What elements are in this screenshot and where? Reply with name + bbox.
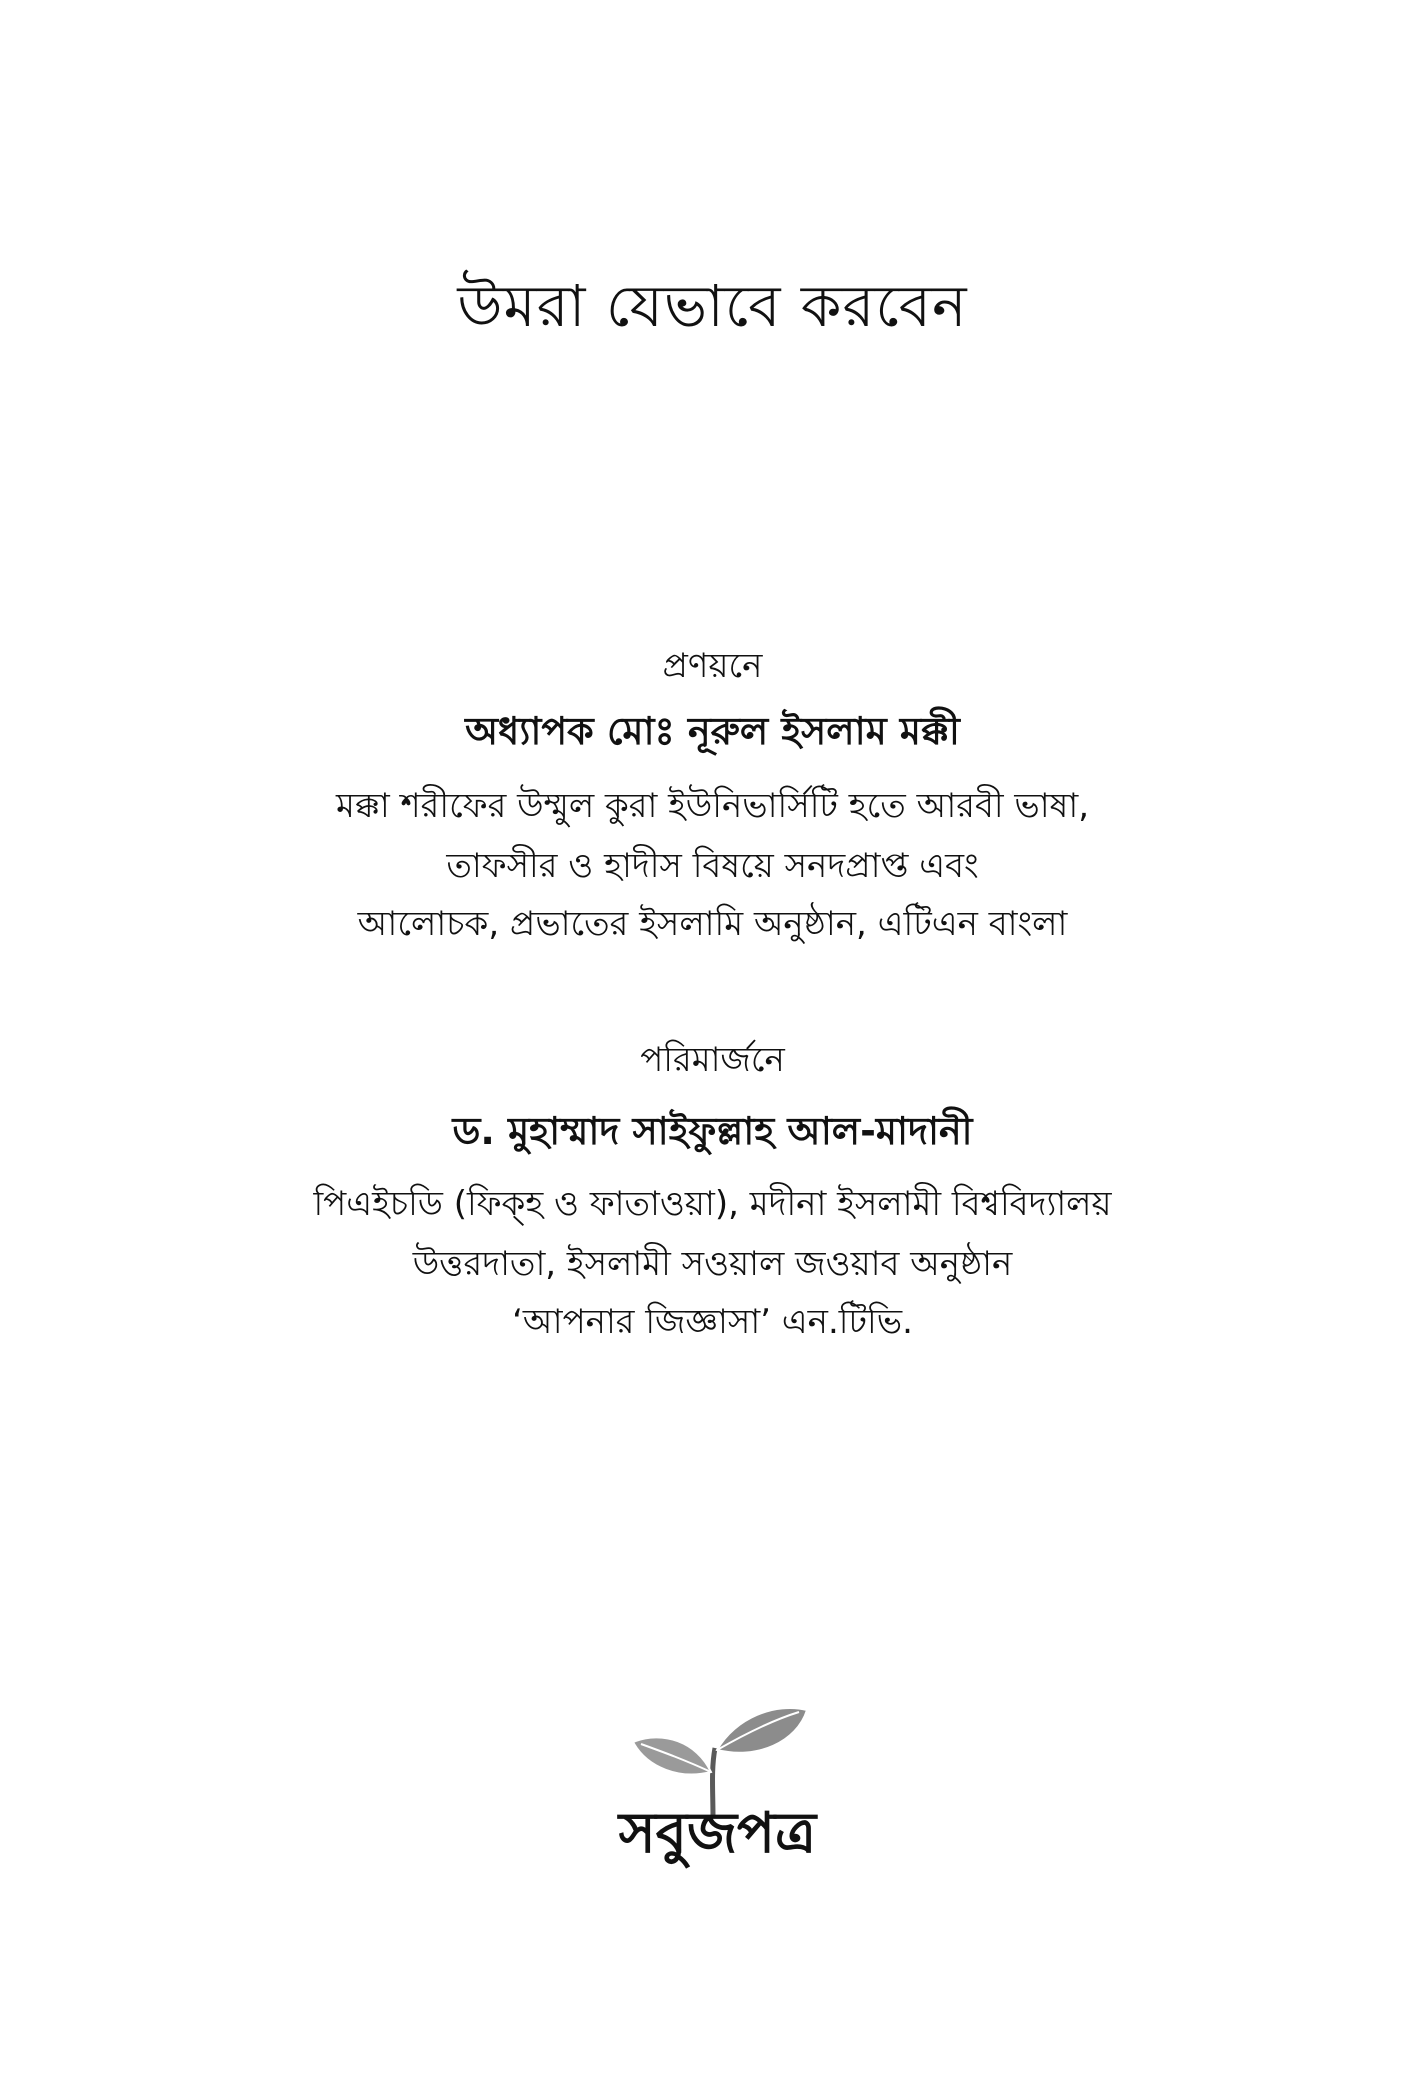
author-name: অধ্যাপক মোঃ নূরুল ইসলাম মক্কী [465, 709, 960, 753]
editor-credential-line: ‘আপনার জিজ্ঞাসা’ এন.টিভি. [512, 1302, 913, 1342]
publisher-name: সবুজপত্র [618, 1800, 817, 1866]
author-credential-line: মক্কা শরীফের উম্মুল কুরা ইউনিভার্সিটি হতে আরবী ভাষা, [335, 786, 1090, 826]
editor-role-label: পরিমার্জনে [640, 1040, 785, 1080]
editor-credential-line: উত্তরদাতা, ইসলামী সওয়াল জওয়াব অনুষ্ঠান [412, 1244, 1013, 1284]
editor-name: ড. মুহাম্মাদ সাইফুল্লাহ আল-মাদানী [452, 1109, 973, 1153]
editor-credential-line: পিএইচডি (ফিক্হ ও ফাতাওয়া), মদীনা ইসলামী বিশ্ববিদ্যালয় [313, 1184, 1112, 1224]
author-credential-line: আলোচক, প্রভাতের ইসলামি অনুষ্ঠান, এটিএন বাংলা [357, 904, 1068, 944]
book-title: উমরা যেভাবে করবেন [457, 272, 968, 340]
author-credential-line: তাফসীর ও হাদীস বিষয়ে সনদপ্রাপ্ত এবং [446, 846, 979, 886]
publisher-logo [585, 1690, 850, 1875]
author-role-label: প্রণয়নে [662, 646, 763, 686]
